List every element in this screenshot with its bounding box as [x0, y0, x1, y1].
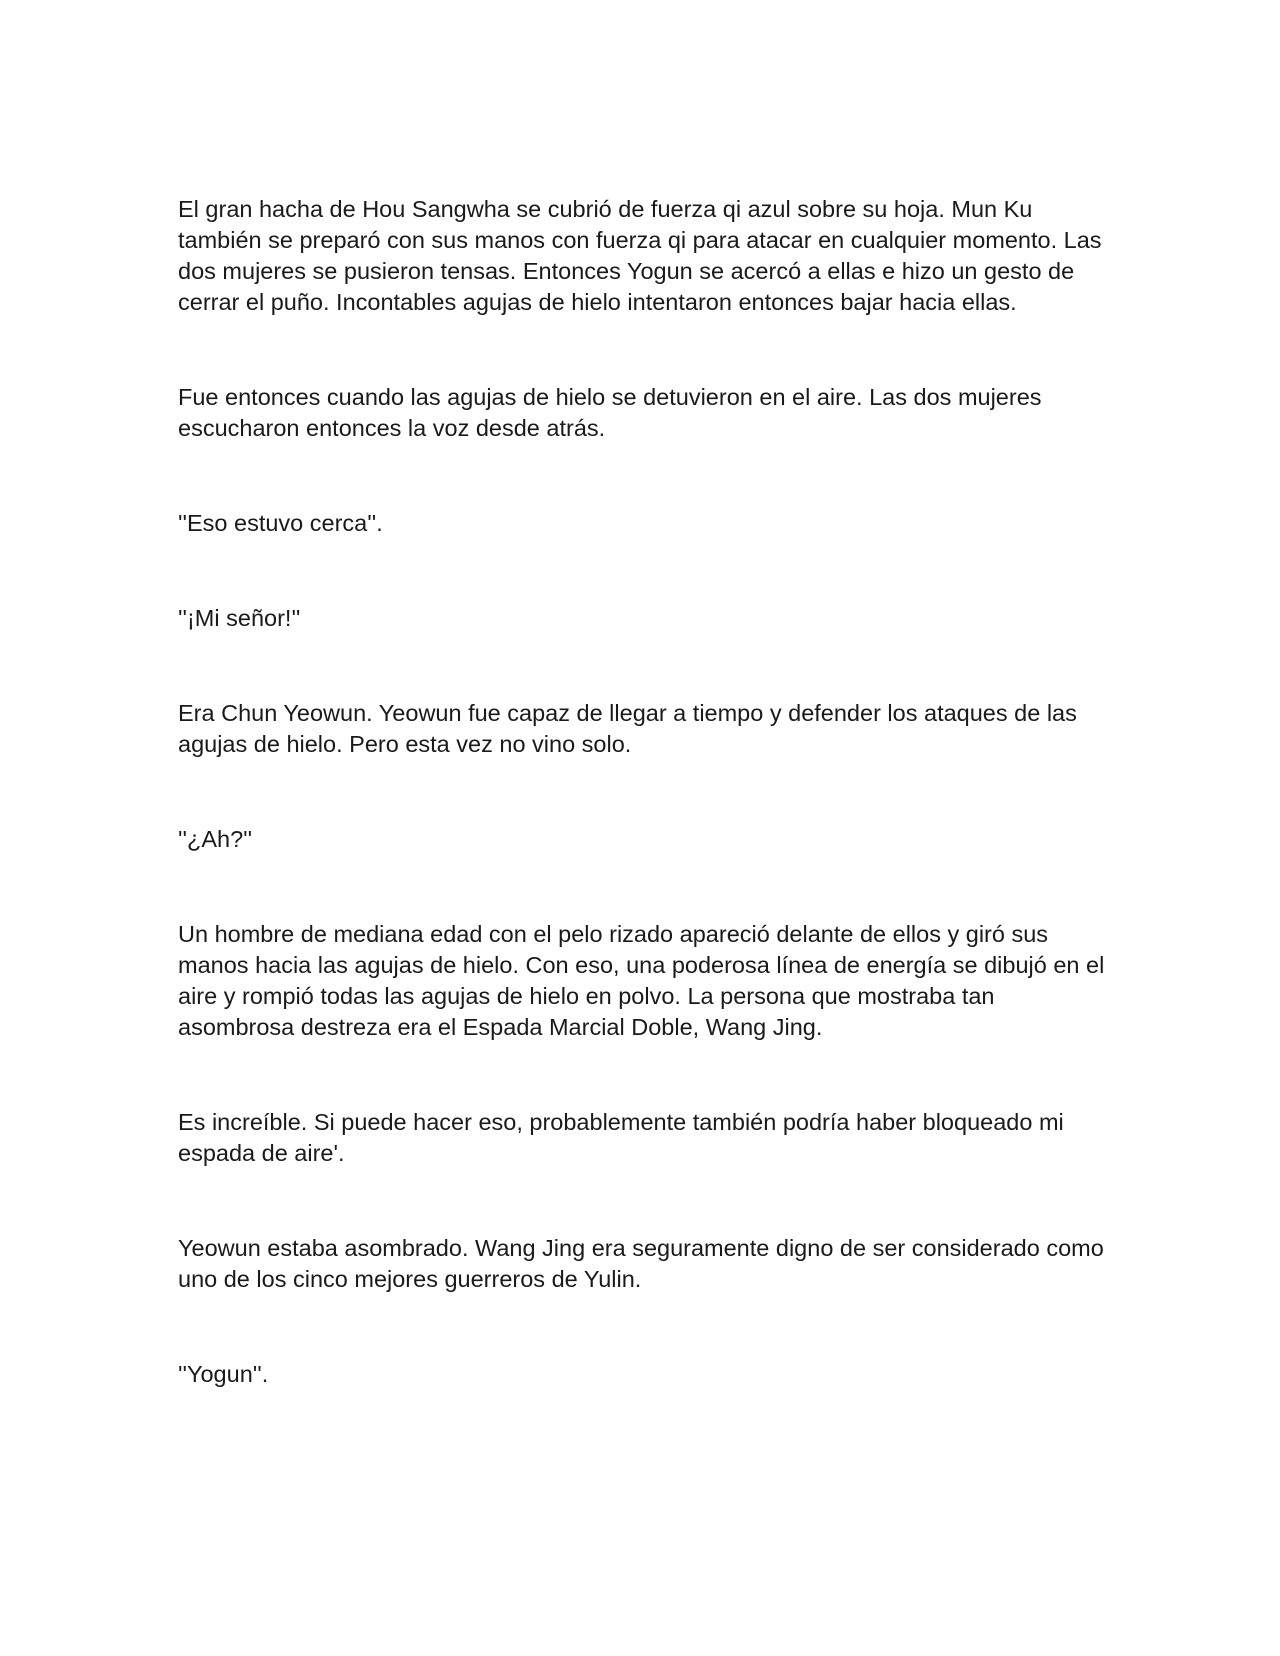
- paragraph-gap: [178, 855, 1108, 919]
- paragraph-gap: [178, 444, 1108, 508]
- paragraph: Yeowun estaba asombrado. Wang Jing era seguramente digno de ser considerado como uno de los cinco mejores guerreros de Yulin.: [178, 1235, 1104, 1292]
- paragraph: ''¡Mi señor!'': [178, 605, 301, 631]
- paragraph: Era Chun Yeowun. Yeowun fue capaz de llegar a tiempo y defender los ataques de las agujas de hielo. Pero esta vez no vino solo.: [178, 700, 1077, 757]
- paragraph: ''Eso estuvo cerca''.: [178, 510, 383, 536]
- paragraph: El gran hacha de Hou Sangwha se cubrió de fuerza qi azul sobre su hoja. Mun Ku también se preparó con sus manos con fuerza qi para atacar en cualquier momento. Las dos mujeres se pusieron tensas. Entonces Yogun se acercó a ellas e hizo un gesto de cerrar el puño. Incontables agujas de hielo intentaron entonces bajar hacia ellas.: [178, 196, 1102, 315]
- paragraph: ''Yogun''.: [178, 1361, 269, 1387]
- paragraph: Un hombre de mediana edad con el pelo rizado apareció delante de ellos y giró sus manos hacia las agujas de hielo. Con eso, una poderosa línea de energía se dibujó en el aire y rompió todas las agujas de hielo en polvo. La persona que mostraba tan asombrosa destreza era el Espada Marcial Doble, Wang Jing.: [178, 921, 1105, 1040]
- paragraph: ''¿Ah?'': [178, 826, 253, 852]
- paragraph-gap: [178, 318, 1108, 382]
- document-body: [178, 194, 1108, 1390]
- paragraph: Es increíble. Si puede hacer eso, probablemente también podría haber bloqueado mi espada de aire'.: [178, 1109, 1064, 1166]
- paragraph-gap: [178, 1295, 1108, 1359]
- paragraph-gap: [178, 1043, 1108, 1107]
- paragraph-gap: [178, 1169, 1108, 1233]
- paragraph-gap: [178, 539, 1108, 603]
- paragraph-gap: [178, 634, 1108, 698]
- paragraph: Fue entonces cuando las agujas de hielo se detuvieron en el aire. Las dos mujeres escucharon entonces la voz desde atrás.: [178, 384, 1042, 441]
- paragraph-gap: [178, 760, 1108, 824]
